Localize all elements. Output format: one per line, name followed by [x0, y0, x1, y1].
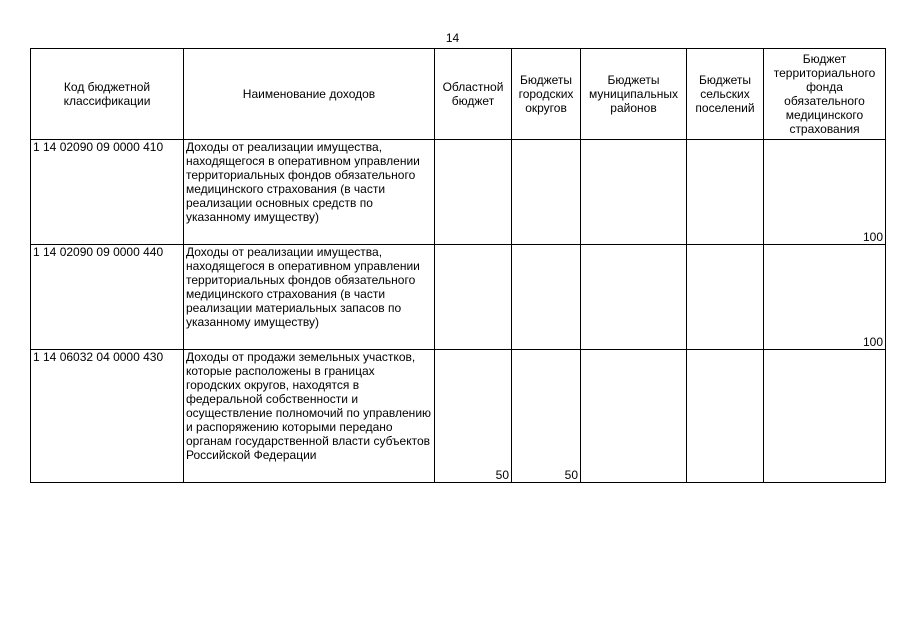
header-code: Код бюджетной классификации [31, 49, 184, 140]
table-row [31, 350, 886, 483]
cell-regional [435, 245, 512, 350]
page-number: 14 [445, 31, 460, 45]
cell-municipal [581, 140, 687, 245]
cell-rural [687, 245, 764, 350]
cell-urban [512, 140, 581, 245]
cell-code: 1 14 02090 09 0000 440 [31, 245, 184, 350]
cell-urban: 50 [512, 350, 581, 483]
cell-fund [764, 350, 886, 483]
header-rural-budgets: Бюджеты сельских поселений [687, 49, 764, 140]
table-header-row [31, 49, 886, 140]
budget-revenue-table [30, 48, 886, 483]
cell-code: 1 14 06032 04 0000 430 [31, 350, 184, 483]
cell-revenue-name: Доходы от продажи земельных участков, которые расположены в границах городских округов, находятся в федеральной собственности и осуществление полномочий по управлению и распоряжению которыми передано органам государственной власти субъектов Российской Федерации [184, 350, 435, 483]
cell-municipal [581, 245, 687, 350]
cell-fund: 100 [764, 245, 886, 350]
cell-fund: 100 [764, 140, 886, 245]
cell-code: 1 14 02090 09 0000 410 [31, 140, 184, 245]
cell-regional: 50 [435, 350, 512, 483]
cell-rural [687, 350, 764, 483]
cell-municipal [581, 350, 687, 483]
header-regional-budget: Областной бюджет [435, 49, 512, 140]
cell-regional [435, 140, 512, 245]
header-urban-budgets: Бюджеты городских округов [512, 49, 581, 140]
cell-rural [687, 140, 764, 245]
cell-revenue-name: Доходы от реализации имущества, находящегося в оперативном управлении территориальных фондов обязательного медицинского страхования (в части реализации основных средств по указанному имуществу) [184, 140, 435, 245]
header-insurance-fund-budget: Бюджет территориального фонда обязательного медицинского страхования [764, 49, 886, 140]
cell-revenue-name: Доходы от реализации имущества, находящегося в оперативном управлении территориальных фондов обязательного медицинского страхования (в части реализации материальных запасов по указанному имуществу) [184, 245, 435, 350]
table-row [31, 245, 886, 350]
cell-urban [512, 245, 581, 350]
header-municipal-budgets: Бюджеты муниципальных районов [581, 49, 687, 140]
table-row [31, 140, 886, 245]
header-revenue-name: Наименование доходов [184, 49, 435, 140]
